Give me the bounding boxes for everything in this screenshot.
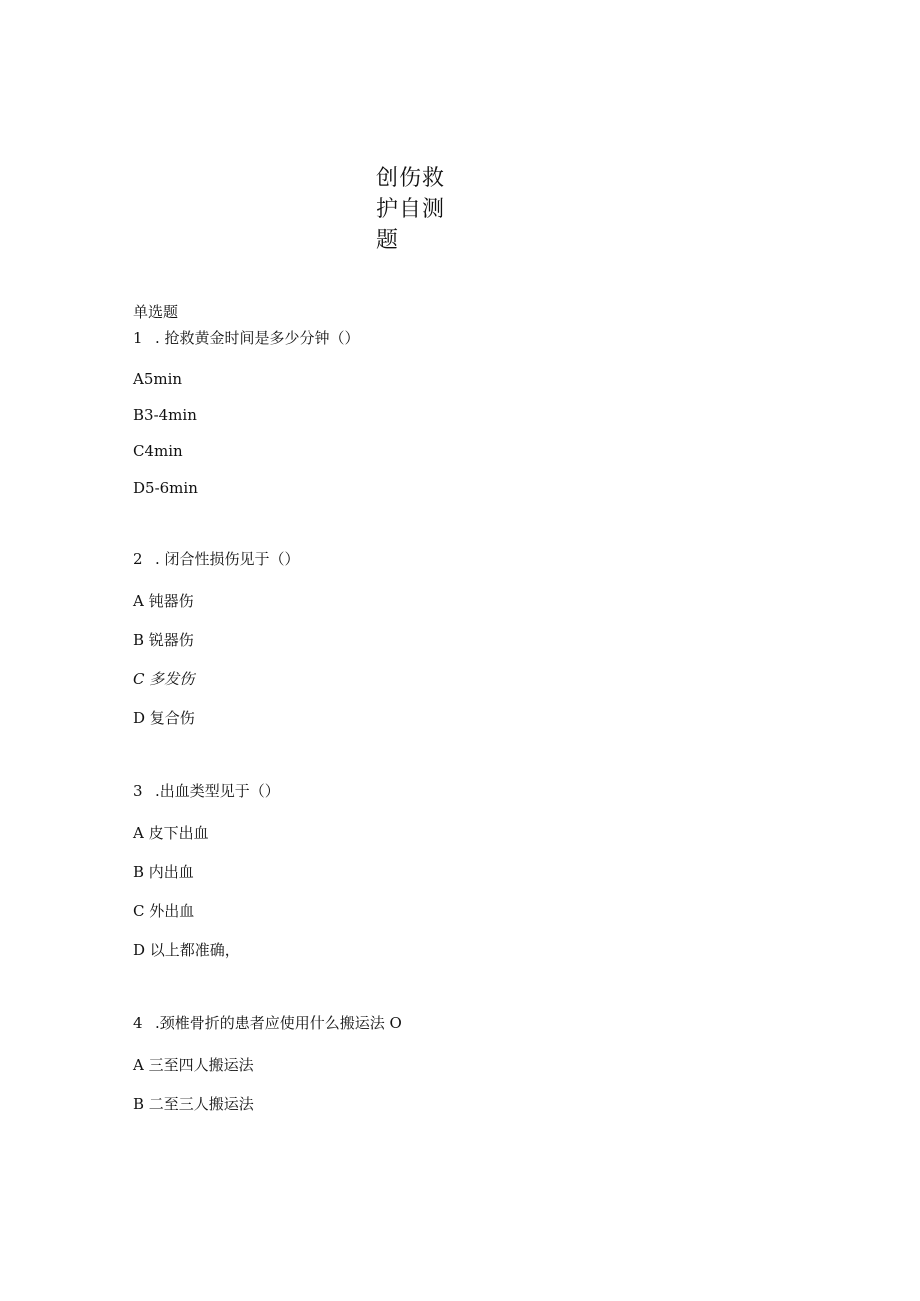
question-3-option-b: B 内出血 <box>133 863 194 881</box>
document-title: 创伤救护自测题 <box>376 166 446 253</box>
question-1-option-d: D5-6min <box>133 479 198 497</box>
question-3 <box>133 781 280 801</box>
question-3-option-d: D 以上都准确， <box>133 941 240 959</box>
question-4-option-a: A 三至四人搬运法 <box>133 1056 254 1074</box>
question-1-option-b: B3-4min <box>133 406 197 424</box>
question-text: . 闭合性损伤见于（） <box>155 550 300 568</box>
question-2-option-b: B 锐器伤 <box>133 631 194 649</box>
question-3-option-a: A 皮下出血 <box>133 824 209 842</box>
question-1-option-a: A5min <box>133 370 183 388</box>
question-1 <box>133 328 360 348</box>
question-text: .出血类型见于（） <box>155 782 280 800</box>
question-number: 3 <box>133 782 143 800</box>
question-text: . 抢救黄金时间是多少分钟（） <box>155 329 360 347</box>
question-number: 2 <box>133 550 143 568</box>
question-2 <box>133 549 300 569</box>
question-2-option-c: C 多发伤 <box>133 670 195 688</box>
question-4 <box>133 1013 402 1033</box>
question-number: 4 <box>133 1014 143 1032</box>
question-3-option-c: C 外出血 <box>133 902 195 920</box>
question-1-option-c: C4min <box>133 442 183 460</box>
question-2-option-d: D 复合伤 <box>133 709 195 727</box>
question-text: .颈椎骨折的患者应使用什么搬运法 O <box>155 1014 402 1032</box>
question-4-option-b: B 二至三人搬运法 <box>133 1095 254 1113</box>
section-heading: 单选题 <box>133 303 179 321</box>
question-2-option-a: A 钝器伤 <box>133 592 194 610</box>
question-number: 1 <box>133 329 143 347</box>
